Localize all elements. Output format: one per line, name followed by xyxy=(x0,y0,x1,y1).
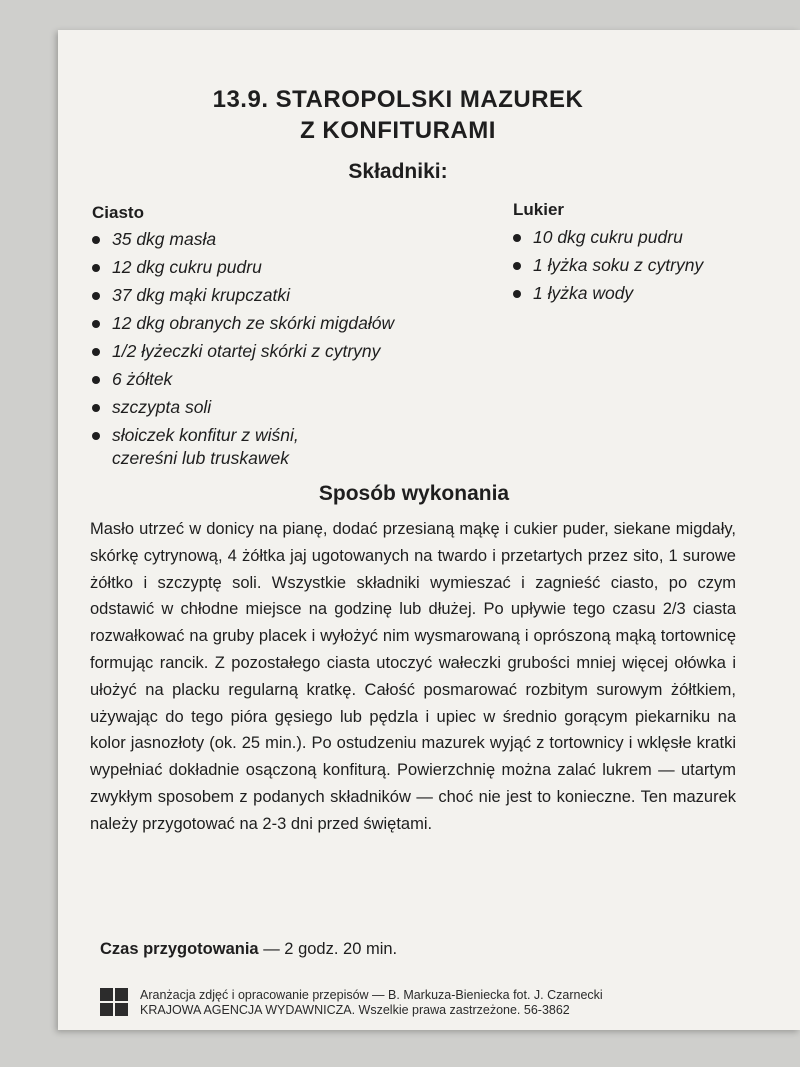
ingredients-heading: Składniki: xyxy=(348,160,448,183)
list-item: 10 dkg cukru pudru xyxy=(511,226,771,249)
list-item: 6 żółtek xyxy=(90,368,490,391)
footer-credits xyxy=(140,988,740,1018)
bullet-icon xyxy=(92,432,100,440)
prep-time-value: — 2 godz. 20 min. xyxy=(263,940,398,958)
prep-time-label: Czas przygotowania xyxy=(100,940,259,958)
bullet-icon xyxy=(92,348,100,356)
bullet-icon xyxy=(92,236,100,244)
footer-line-1: Aranżacja zdjęć i opracowanie przepisów — B. Markuza-Bieniecka fot. J. Czarnecki xyxy=(140,988,603,1002)
lukier-list xyxy=(511,226,771,310)
bullet-icon xyxy=(92,404,100,412)
list-item: 12 dkg obranych ze skórki migdałów xyxy=(90,312,490,335)
list-item: 1 łyżka wody xyxy=(511,282,771,305)
title-line-1: 13.9. STAROPOLSKI MAZUREK xyxy=(212,86,584,113)
lukier-heading: Lukier xyxy=(513,200,565,219)
list-item: 1/2 łyżeczki otartej skórki z cytryny xyxy=(90,340,490,363)
list-item: słoiczek konfitur z wiśni, czereśni lub truskawek xyxy=(90,424,352,470)
bullet-icon xyxy=(92,264,100,272)
recipe-title xyxy=(58,84,738,146)
title-line-2: Z KONFITURAMI xyxy=(300,117,496,144)
ciasto-list xyxy=(90,228,490,475)
bullet-icon xyxy=(513,290,521,298)
footer-line-2: KRAJOWA AGENCJA WYDAWNICZA. Wszelkie prawa zastrzeżone. 56-3862 xyxy=(140,1003,570,1017)
list-item: 12 dkg cukru pudru xyxy=(90,256,490,279)
list-item: 37 dkg mąki krupczatki xyxy=(90,284,490,307)
list-item: szczypta soli xyxy=(90,396,490,419)
publisher-logo-icon xyxy=(100,988,128,1016)
bullet-icon xyxy=(513,262,521,270)
method-heading: Sposób wykonania xyxy=(318,482,510,505)
bullet-icon xyxy=(513,234,521,242)
bullet-icon xyxy=(92,376,100,384)
ciasto-heading: Ciasto xyxy=(92,203,144,222)
prep-time xyxy=(100,940,397,959)
bullet-icon xyxy=(92,292,100,300)
bullet-icon xyxy=(92,320,100,328)
list-item: 1 łyżka soku z cytryny xyxy=(511,254,771,277)
method-text: Masło utrzeć w donicy na pianę, dodać przesianą mąkę i cukier puder, siekane migdały, skórkę cytrynową, 4 żółtka jaj ugotowanych na twardo i przetartych przez sito, 1 surowe żółtko i szczyptę soli. Wszystkie składniki wymieszać i zagnieść ciasto, po czym odstawić w chłodne miejsce na godzinę lub dłużej. Po upływie tego czasu 2/3 ciasta rozwałkować na gruby placek i wyłożyć nim wysmarowaną i oprószoną mąką tortownicę formując rancik. Z pozostałego ciasta utoczyć wałeczki grubości mniej więcej ołówka i ułożyć na placku regularną kratkę. Całość posmarować rozbitym surowym żółtkiem, używając do tego pióra gęsiego lub pędzla i upiec w średnio gorącym piekarniku na kolor jasnozłoty (ok. 25 min.). Po ostudzeniu mazurek wyjąć z tortownicy i wklęsłe kratki wypełniać dokładnie osączoną konfiturą. Powierzchnię można zalać lukrem — utartym zwykłym sposobem z podanych składników — choć nie jest to konieczne. Ten mazurek należy przygotować na 2-3 dni przed świętami. xyxy=(90,520,736,833)
list-item: 35 dkg masła xyxy=(90,228,490,251)
